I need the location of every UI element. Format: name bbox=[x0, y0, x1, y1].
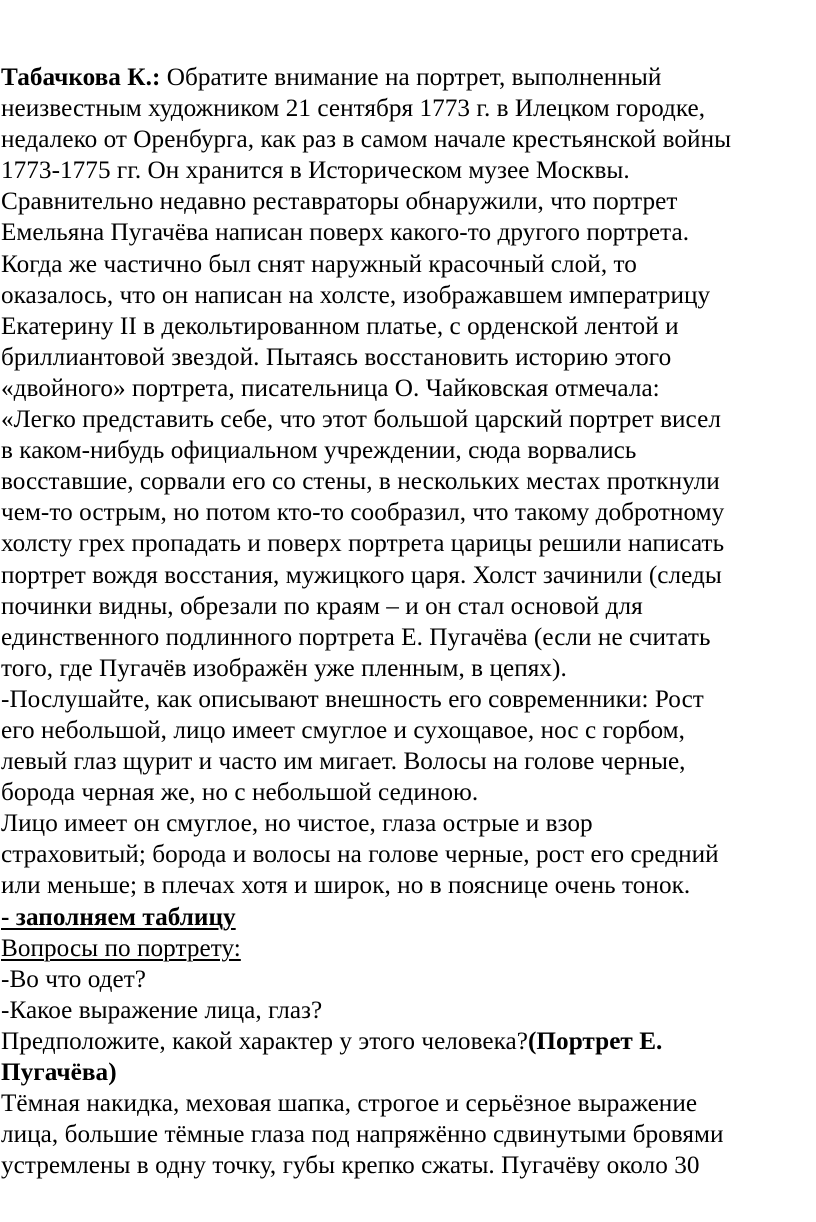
text-line bbox=[1, 1150, 816, 1181]
text-segment: Когда же частично был снят наружный красочный слой, то bbox=[1, 250, 637, 278]
text-segment: Лицо имеет он смуглое, но чистое, глаза острые и взор bbox=[1, 810, 593, 838]
text-segment: неизвестным художником 21 сентября 1773 г. в Илецком городке, bbox=[1, 95, 706, 123]
text-segment: единственного подлинного портрета Е. Пугачёва (если не считать bbox=[1, 623, 711, 651]
text-line bbox=[1, 186, 816, 217]
text-segment: портрет вождя восстания, мужицкого царя. Холст зачинили (следы bbox=[1, 561, 722, 589]
text-line bbox=[1, 653, 816, 684]
text-segment: Емельяна Пугачёва написан поверх какого-то другого портрета. bbox=[1, 219, 690, 247]
text-line bbox=[1, 62, 816, 93]
text-line bbox=[1, 870, 816, 901]
text-segment: страховитый; борода и волосы на голове черные, рост его средний bbox=[1, 841, 719, 869]
text-segment: -Послушайте, как описывают внешность его современники: Рост bbox=[1, 685, 704, 713]
text-line bbox=[1, 155, 816, 186]
bold-text-segment: - заполняем таблицу bbox=[1, 903, 236, 931]
text-segment: его небольшой, лицо имеет смуглое и сухощавое, нос с горбом, bbox=[1, 716, 685, 744]
text-segment: бриллиантовой звездой. Пытаясь восстановить историю этого bbox=[1, 343, 672, 371]
bold-text-segment: Пугачёва) bbox=[1, 1059, 117, 1086]
text-line bbox=[1, 995, 816, 1026]
text-line bbox=[1, 560, 816, 591]
bold-text-segment: (Портрет Е. bbox=[527, 1027, 663, 1055]
text-segment: или меньше; в плечах хотя и широк, но в пояснице очень тонок. bbox=[1, 872, 691, 900]
text-line bbox=[1, 404, 816, 435]
text-segment: -Какое выражение лица, глаз? bbox=[1, 996, 323, 1024]
text-line bbox=[1, 280, 816, 311]
text-line bbox=[1, 217, 816, 248]
text-segment: Тёмная накидка, меховая шапка, строгое и серьёзное выражение bbox=[1, 1090, 698, 1118]
text-segment: «двойного» портрета, писательница О. Чайковская отмечала: bbox=[1, 374, 660, 402]
text-line bbox=[1, 933, 816, 964]
text-line bbox=[1, 93, 816, 124]
text-segment: левый глаз щурит и часто им мигает. Волосы на голове черные, bbox=[1, 748, 686, 776]
text-segment: лица, большие тёмные глаза под напряжённо сдвинутыми бровями bbox=[1, 1121, 724, 1149]
text-line bbox=[1, 124, 816, 155]
text-segment: Екатерину II в декольтированном платье, с орденской лентой и bbox=[1, 312, 679, 340]
text-line bbox=[1, 342, 816, 373]
text-segment: 1773-1775 гг. Он хранится в Историческом музее Москвы. bbox=[1, 157, 630, 185]
text-line bbox=[1, 311, 816, 342]
text-line bbox=[1, 1026, 816, 1057]
text-segment: того, где Пугачёв изображён уже пленным, в цепях). bbox=[1, 654, 567, 682]
text-line bbox=[1, 591, 816, 622]
text-segment: починки видны, обрезали по краям – и он стал основой для bbox=[1, 592, 643, 620]
text-segment: оказалось, что он написан на холсте, изображавшем императрицу bbox=[1, 281, 711, 309]
text-line bbox=[1, 746, 816, 777]
text-segment: Обратите внимание на портрет, выполненный bbox=[160, 64, 662, 91]
text-line bbox=[1, 964, 816, 995]
text-segment: «Легко представить себе, что этот большой царский портрет висел bbox=[1, 406, 721, 434]
text-line bbox=[1, 808, 816, 839]
text-line bbox=[1, 1119, 816, 1150]
text-segment: устремлены в одну точку, губы крепко сжаты. Пугачёву около 30 bbox=[1, 1152, 700, 1180]
text-line bbox=[1, 902, 816, 933]
text-line bbox=[1, 1088, 816, 1119]
text-segment: Вопросы по портрету: bbox=[1, 934, 241, 962]
bold-text-segment: Табачкова К.: bbox=[1, 64, 161, 91]
text-segment: холсту грех пропадать и поверх портрета царицы решили написать bbox=[1, 530, 725, 558]
document-body bbox=[0, 62, 816, 1181]
text-line bbox=[1, 715, 816, 746]
text-line bbox=[1, 373, 816, 404]
text-segment: чем-то острым, но потом кто-то сообразил, что такому добротному bbox=[1, 499, 725, 527]
text-line bbox=[1, 249, 816, 280]
text-segment: -Во что одет? bbox=[1, 965, 147, 993]
text-segment: восставшие, сорвали его со стены, в нескольких местах проткнули bbox=[1, 468, 720, 496]
text-segment: недалеко от Оренбурга, как раз в самом начале крестьянской войны bbox=[1, 126, 732, 154]
text-line bbox=[1, 839, 816, 870]
text-segment: борода черная же, но с небольшой сединою. bbox=[1, 779, 479, 807]
text-line bbox=[1, 435, 816, 466]
text-line bbox=[1, 528, 816, 559]
text-line bbox=[1, 684, 816, 715]
text-line bbox=[1, 777, 816, 808]
text-line bbox=[1, 622, 816, 653]
text-line bbox=[1, 466, 816, 497]
text-line bbox=[1, 1057, 816, 1088]
text-line bbox=[1, 497, 816, 528]
text-segment: Сравнительно недавно реставраторы обнаружили, что портрет bbox=[1, 188, 678, 216]
text-segment: Предположите, какой характер у этого человека? bbox=[1, 1027, 528, 1055]
text-segment: в каком-нибудь официальном учреждении, сюда ворвались bbox=[1, 437, 637, 465]
